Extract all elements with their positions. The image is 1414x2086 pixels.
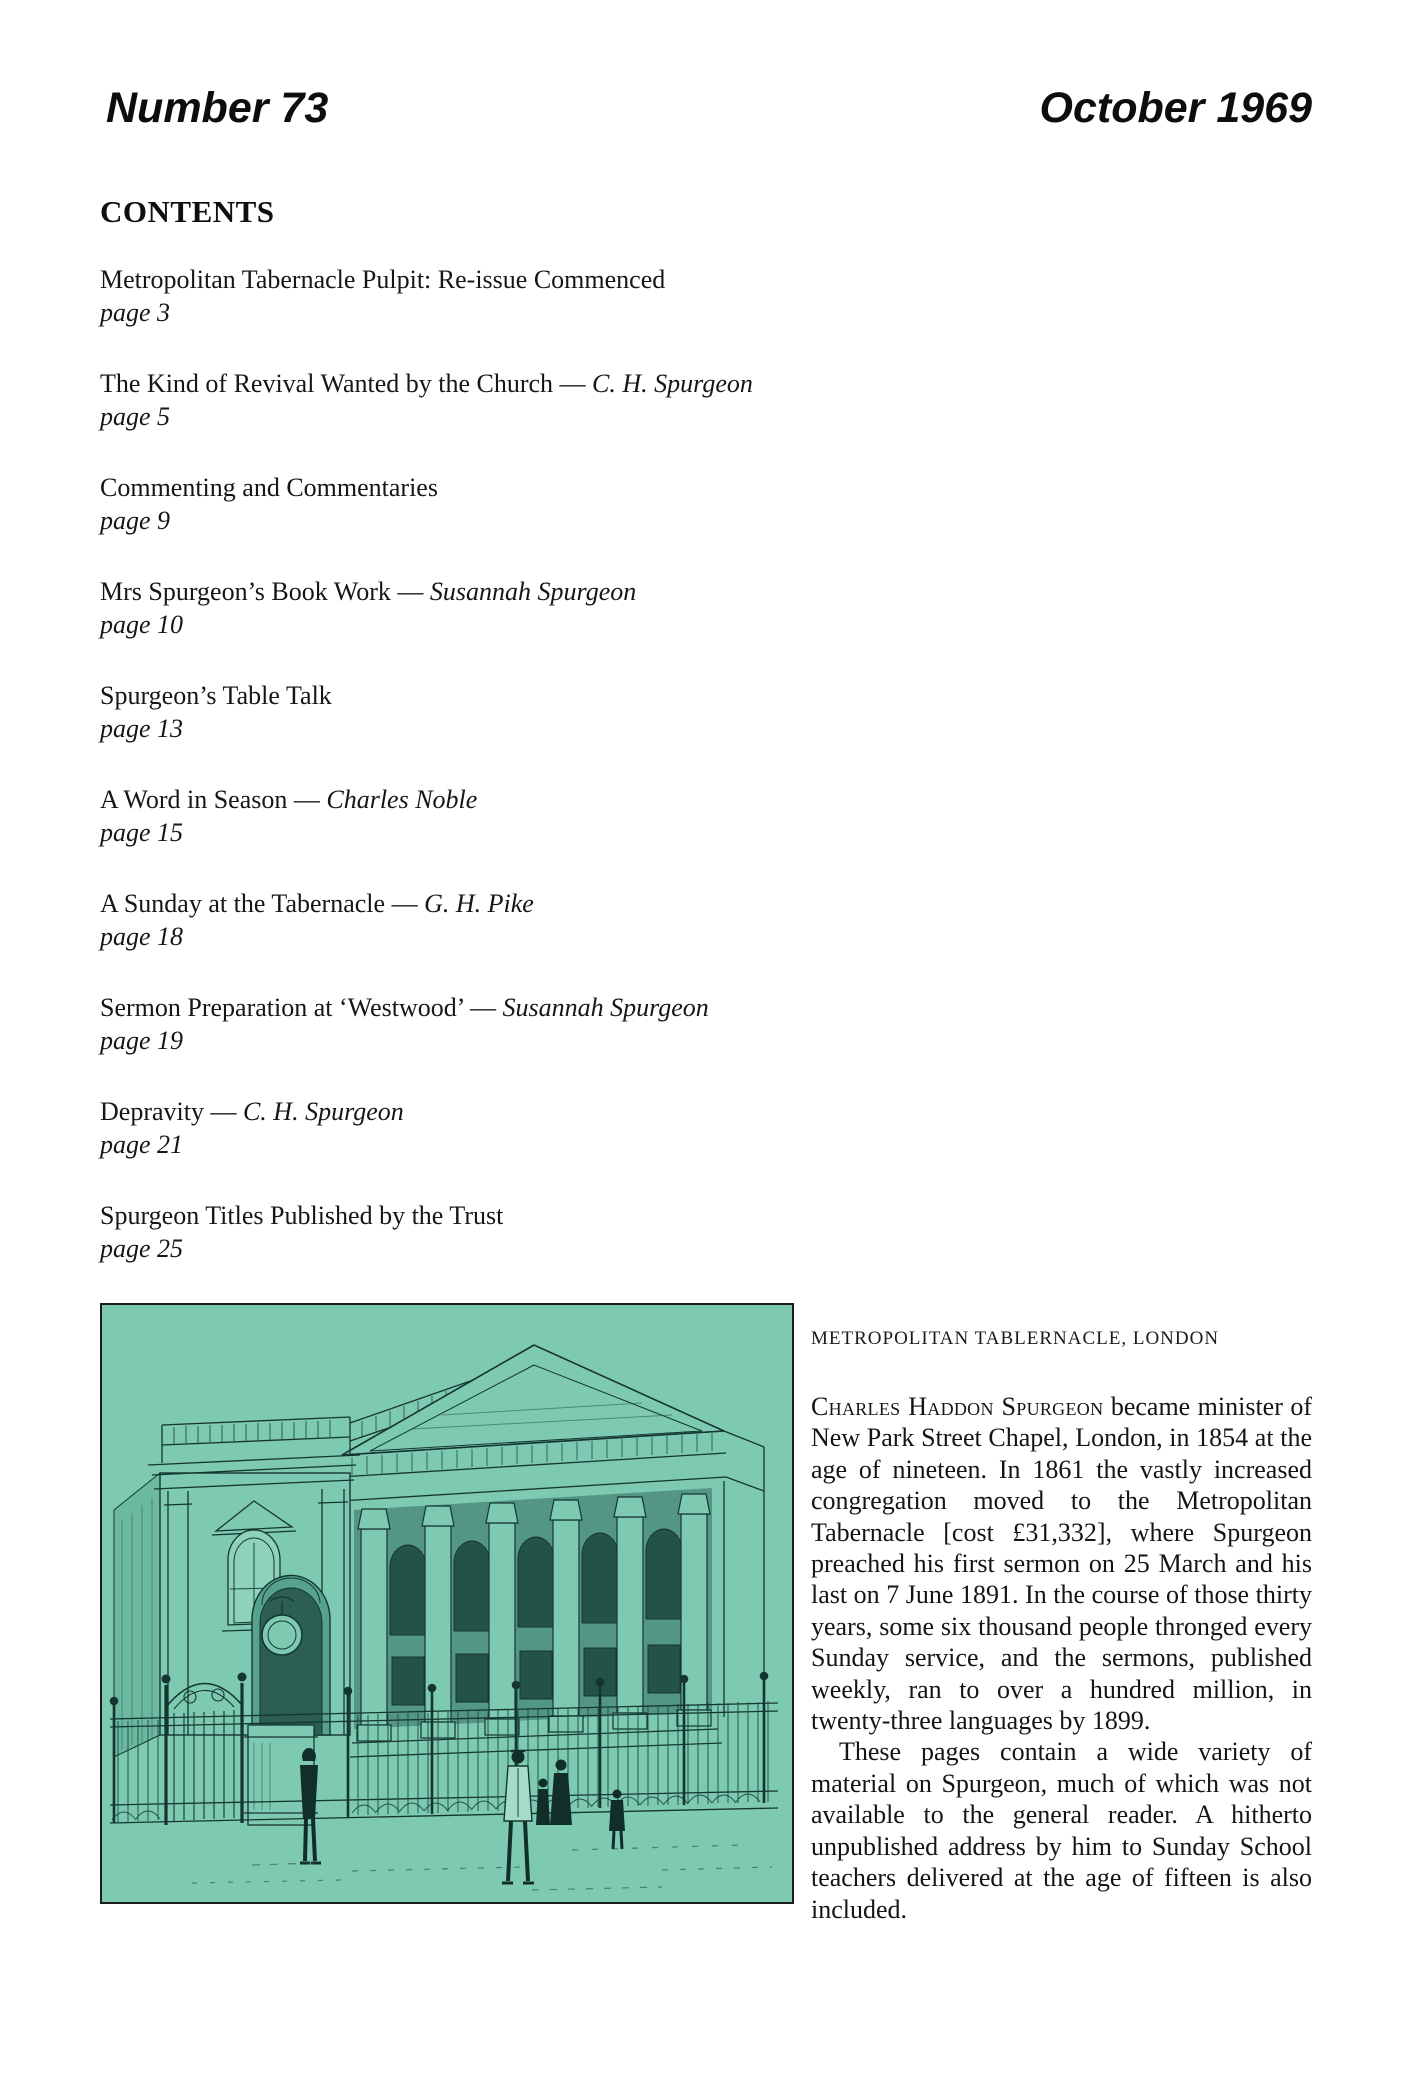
toc-item: [100, 679, 1312, 745]
figure-row: [100, 1303, 1312, 1925]
toc-item-author: C. H. Spurgeon: [592, 369, 753, 398]
toc-item-title-line: [100, 263, 1312, 296]
toc-item-title: Mrs Spurgeon’s Book Work: [100, 577, 391, 606]
toc-item: [100, 1199, 1312, 1265]
toc-item-page: page 10: [100, 610, 184, 639]
toc-item: [100, 471, 1312, 537]
toc-item-page: page 9: [100, 506, 171, 535]
toc-item-title: The Kind of Revival Wanted by the Church: [100, 369, 554, 398]
toc-item-dash: —: [385, 889, 425, 918]
lead-name-smallcaps: Charles Haddon Spurgeon: [811, 1392, 1104, 1421]
magazine-contents-page: [0, 86, 1414, 1925]
toc-item-title: Depravity: [100, 1097, 204, 1126]
toc-item-page: page 19: [100, 1026, 184, 1055]
toc-item-title: Commenting and Commentaries: [100, 473, 438, 502]
toc-list: [100, 263, 1312, 1265]
toc-item-page: page 13: [100, 714, 184, 743]
toc-item-title: Spurgeon’s Table Talk: [100, 681, 332, 710]
toc-item-title: Metropolitan Tabernacle Pulpit: Re-issue Commenced: [100, 265, 666, 294]
toc-item-author: Susannah Spurgeon: [502, 993, 709, 1022]
toc-item-page: page 21: [100, 1130, 184, 1159]
article-paragraph-2: These pages contain a wide variety of material on Spurgeon, much of which was not available to the general reader. A hitherto unpublished address by him to Sunday School teachers delivered at the age of fifteen is also included.: [811, 1737, 1312, 1924]
toc-item: [100, 991, 1312, 1057]
issue-number: Number 73: [106, 84, 329, 132]
toc-item: [100, 263, 1312, 329]
toc-item-page: page 3: [100, 298, 171, 327]
toc-item-author: Charles Noble: [326, 785, 478, 814]
toc-item-dash: —: [390, 577, 430, 606]
toc-item-title-line: [100, 783, 1312, 816]
article-intro: [811, 1391, 1312, 1925]
toc-item: [100, 783, 1312, 849]
toc-item: [100, 575, 1312, 641]
toc-item-title-line: [100, 991, 1312, 1024]
toc-item-page: page 25: [100, 1234, 184, 1263]
toc-item-page: page 18: [100, 922, 184, 951]
toc-item-title-line: [100, 575, 1312, 608]
toc-item-title-line: [100, 471, 1312, 504]
article-paragraph-1: [811, 1391, 1312, 1736]
toc-item: [100, 1095, 1312, 1161]
masthead: [100, 86, 1312, 130]
toc-item-title-line: [100, 367, 1312, 400]
article-paragraph-1-text: became minister of New Park Street Chapel, London, in 1854 at the age of nineteen. In 1861 the vastly increased congregation moved to the Metropolitan Tabernacle [cost £31,332], where Spurgeon preached his first sermon on 25 March and his last on 7 June 1891. In the course of those thirty years, some six thousand people thronged every Sunday service, and the sermons, published weekly, ran to over a hundred million, in twenty-three languages by 1899.: [811, 1392, 1312, 1736]
toc-item-title: A Word in Season: [100, 785, 288, 814]
toc-item-title: A Sunday at the Tabernacle: [100, 889, 386, 918]
toc-item-author: Susannah Spurgeon: [429, 577, 637, 606]
toc-item-dash: —: [287, 785, 327, 814]
engraving-of-metropolitan-tabernacle: [102, 1305, 792, 1902]
toc-item-dash: —: [463, 993, 503, 1022]
toc-item-page: page 15: [100, 818, 184, 847]
contents-heading: CONTENTS: [100, 194, 275, 229]
toc-item: [100, 367, 1312, 433]
toc-item-title: Sermon Preparation at ‘Westwood’: [100, 993, 464, 1022]
toc-item-title-line: [100, 887, 1312, 920]
toc-item-title-line: [100, 1095, 1312, 1128]
toc-item-author: C. H. Spurgeon: [242, 1097, 404, 1126]
issue-date: October 1969: [1039, 84, 1312, 132]
side-column: [811, 1303, 1312, 1925]
figure-caption: METROPOLITAN TABLERNACLE, LONDON: [811, 1328, 1220, 1349]
toc-item-dash: —: [203, 1097, 243, 1126]
toc-item-dash: —: [553, 369, 593, 398]
toc-item-page: page 5: [100, 402, 171, 431]
toc-item-title: Spurgeon Titles Published by the Trust: [100, 1201, 504, 1230]
toc-item-title-line: [100, 679, 1312, 712]
toc-item: [100, 887, 1312, 953]
toc-item-author: G. H. Pike: [424, 889, 534, 918]
tabernacle-figure-box: [100, 1303, 794, 1904]
toc-item-title-line: [100, 1199, 1312, 1232]
